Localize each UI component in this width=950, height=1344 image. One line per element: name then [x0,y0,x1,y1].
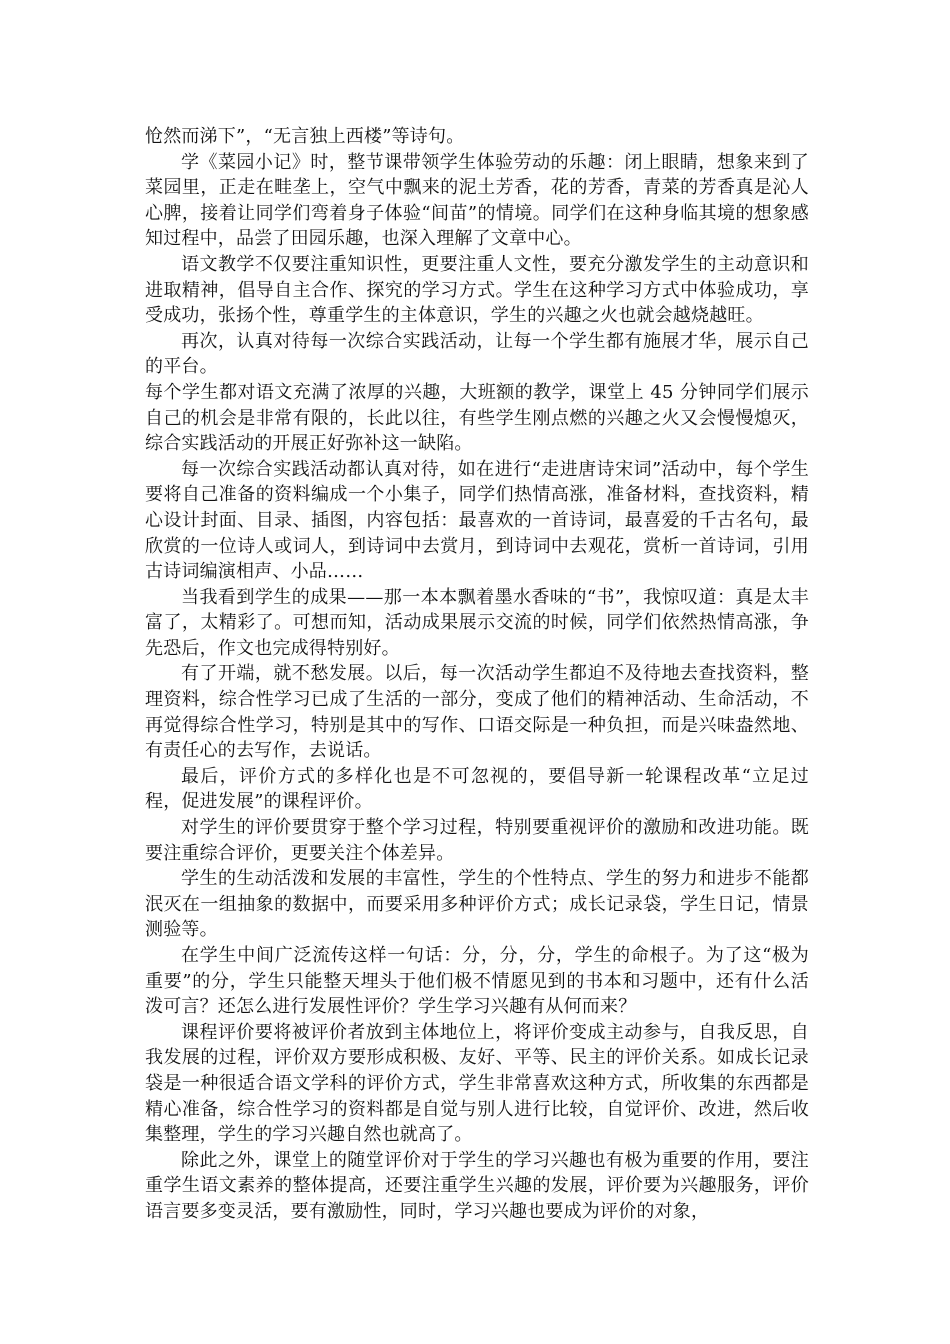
paragraph: 学《菜园小记》时，整节课带领学生体验劳动的乐趣：闭上眼睛，想象来到了菜园里，正走在畦垄上，空气中飘来的泥土芳香，花的芳香，青菜的芳香真是沁人心脾，接着让同学们弯着身子体验“间苗”的情境。同学们在这种身临其境的想象感知过程中，品尝了田园乐趣，也深入理解了文章中心。 [145,151,809,250]
paragraph: 对学生的评价要贯穿于整个学习过程，特别要重视评价的激励和改进功能。既要注重综合评价，更要关注个体差异。 [145,817,809,864]
paragraph: 当我看到学生的成果——那一本本飘着墨水香味的“书”，我惊叹道：真是太丰富了，太精彩了。可想而知，活动成果展示交流的时候，同学们依然热情高涨，争先恐后，作文也完成得特别好。 [145,586,809,659]
paragraph: 每个学生都对语文充满了浓厚的兴趣，大班额的教学，课堂上 45 分钟同学们展示自己的机会是非常有限的，长此以往，有些学生刚点燃的兴趣之火又会慢慢熄灭，综合实践活动的开展正好弥补这一缺陷。 [145,381,809,455]
paragraph: 每一次综合实践活动都认真对待，如在进行“走进唐诗宋词”活动中，每个学生要将自己准备的资料编成一个小集子，同学们热情高涨，准备材料，查找资料，精心设计封面、目录、插图，内容包括：最喜欢的一首诗词，最喜爱的千古名句，最欣赏的一位诗人或词人，到诗词中去赏月，到诗词中去观花，赏析一首诗词，引用古诗词编演相声、小品…… [145,458,809,583]
document-body [145,124,809,1225]
paragraph: 怆然而涕下”，“无言独上西楼”等诗句。 [145,126,465,147]
paragraph: 在学生中间广泛流传这样一句话：分，分，分，学生的命根子。为了这“极为重要”的分，学生只能整天埋头于他们极不情愿见到的书本和习题中，还有什么活泼可言？还怎么进行发展性评价？学生学习兴趣有从何而来？ [145,945,809,1018]
paragraph: 有了开端，就不愁发展。以后，每一次活动学生都迫不及待地去查找资料，整理资料，综合性学习已成了生活的一部分，变成了他们的精神活动、生命活动，不再觉得综合性学习，特别是其中的写作、口语交际是一种负担，而是兴味盎然地、有责任心的去写作，去说话。 [145,663,809,762]
paragraph: 最后，评价方式的多样化也是不可忽视的，要倡导新一轮课程改革“立足过程，促进发展”的课程评价。 [145,765,809,813]
paragraph: 课程评价要将被评价者放到主体地位上，将评价变成主动参与，自我反思，自我发展的过程，评价双方要形成积极、友好、平等、民主的评价关系。如成长记录袋是一种很适合语文学科的评价方式，学生非常喜欢这种方式，所收集的东西都是精心准备，综合性学习的资料都是自觉与别人进行比较，自觉评价、改进，然后收集整理，学生的学习兴趣自然也就高了。 [145,1021,809,1146]
paragraph: 再次，认真对待每一次综合实践活动，让每一个学生都有施展才华，展示自己的平台。 [145,330,809,378]
paragraph: 除此之外，课堂上的随堂评价对于学生的学习兴趣也有极为重要的作用，要注重学生语文素养的整体提高，还要注重学生兴趣的发展，评价要为兴趣服务，评价语言要多变灵活，要有激励性，同时，学习兴趣也要成为评价的对象， [145,1149,809,1222]
paragraph: 语文教学不仅要注重知识性，更要注重人文性，要充分激发学生的主动意识和进取精神，倡导自主合作、探究的学习方式。学生在这种学习方式中体验成功，享受成功，张扬个性，尊重学生的主体意识，学生的兴趣之火也就会越烧越旺。 [145,253,809,327]
paragraph: 学生的生动活泼和发展的丰富性，学生的个性特点、学生的努力和进步不能都泯灭在一组抽象的数据中，而要采用多种评价方式；成长记录袋，学生日记，情景测验等。 [145,868,809,941]
